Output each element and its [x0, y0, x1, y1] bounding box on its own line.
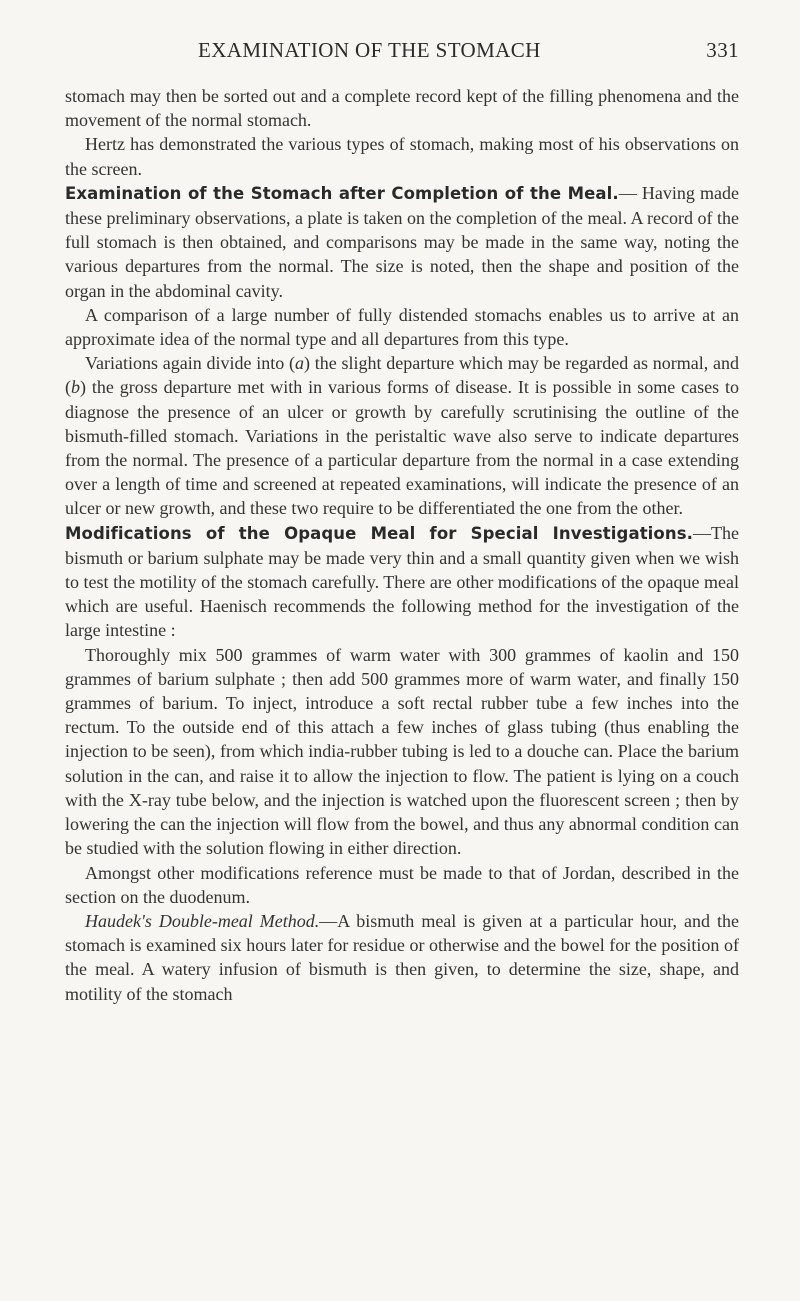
paragraph-modifications — [65, 521, 739, 643]
variations-label-a: a — [295, 353, 305, 374]
paragraph-comparison: A comparison of a large number of fully distended stomachs enables us to arrive at an approximate idea of the normal type and all departures from this type. — [65, 304, 739, 350]
paragraph-jordan: Amongst other modifications reference must be made to that of Jordan, described in the section on the duodenum. — [65, 862, 739, 907]
paragraph-haudek-body: —A bismuth meal is given at a particular hour, and the stomach is examined six hours later for residue or otherwise and the bowel for the position of the meal. A watery infusion of bismuth is then given, to determine the size, shape, and motility of the stomach — [65, 910, 739, 1004]
paragraph-haenisch-method: Thoroughly mix 500 grammes of warm water with 300 grammes of kaolin and 150 grammes of barium sulphate ; then add 500 grammes more of warm water, and finally 150 grammes of barium. To inject, introduce a soft rectal rubber tube a few inches into the rectum. To the outside end of this attach a few inches of glass tubing (thus enabling the injection to be seen), from which india-rubber tubing is led to a douche can. Place the barium solution in the can, and raise it to allow the injection to flow. The patient is lying on a couch with the X-ray tube below, and the injection is watched upon the fluorescent screen ; then by lowering the can the injection will flow from the bowel, and thus any abnormal condition can be studied with the solution flowing in either direction. — [65, 644, 739, 859]
paragraph-continuation: stomach may then be sorted out and a complete record kept of the filling phenomena and the movement of the normal stomach. — [65, 86, 739, 131]
body-text — [65, 84, 739, 1006]
paragraph-hertz: Hertz has demonstrated the various types of stomach, making most of his observations on the screen. — [65, 134, 739, 179]
variations-text-b: ) the slight departure which may be regarded as normal, and ( — [65, 353, 740, 398]
paragraph-haudek — [65, 909, 739, 1006]
paragraph-after-meal-body: — Having made these preliminary observations, a plate is taken on the completion of the meal. A record of the full stomach is then obtained, and comparisons may be made in the same way, noting the various departures from the normal. The size is noted, then the shape and position of the organ in the abdominal cavity. — [65, 182, 739, 301]
paragraph-modifications-body: —The bismuth or barium sulphate may be made very thin and a small quantity given when we wish to test the motility of the stomach carefully. There are other modifications of the opaque meal which are useful. Haenisch recommends the following method for the investigation of the large intestine : — [65, 522, 739, 641]
paragraph-after-meal — [65, 181, 739, 303]
variations-label-b: b — [71, 377, 80, 398]
section-heading-after-meal: Examination of the Stomach after Completion of the Meal. — [65, 183, 619, 203]
running-head-title: EXAMINATION OF THE STOMACH — [198, 38, 541, 62]
variations-text-c: ) the gross departure met with in various forms of disease. It is possible in some cases to diagnose the presence of an ulcer or growth by carefully scrutinising the outline of the bismuth-filled stomach. Variations in the peristaltic wave also serve to indicate departures from the normal. The presence of a particular departure from the normal in a case extending over a length of time and screened at repeated examinations, will indicate the presence of an ulcer or new growth, and these two require to be differentiated the one from the other. — [65, 377, 739, 519]
haudek-method-title: Haudek's Double-meal Method. — [85, 910, 320, 931]
page-number: 331 — [706, 38, 739, 62]
variations-text-a: Variations again divide into ( — [85, 353, 296, 374]
running-head — [65, 38, 739, 68]
paragraph-variations — [65, 351, 739, 520]
section-heading-modifications: Modifications of the Opaque Meal for Special Investigations. — [65, 523, 694, 543]
